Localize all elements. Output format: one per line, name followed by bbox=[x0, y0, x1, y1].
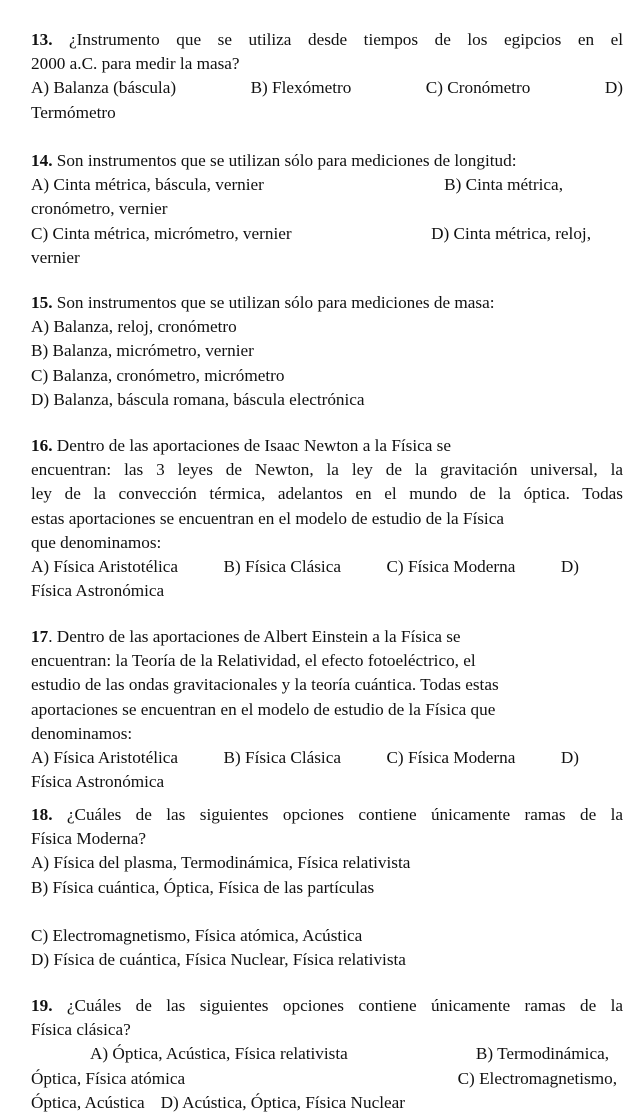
question-19-option-a: A) Óptica, Acústica, Física relativista bbox=[90, 1044, 348, 1064]
question-13 bbox=[31, 28, 623, 125]
question-19-text-line1: ¿Cuáles de las siguientes opciones contiene únicamente ramas de la bbox=[66, 996, 623, 1015]
question-17-text-line4: aportaciones se encuentran en el modelo de estudio de la Física que bbox=[31, 699, 496, 719]
question-14-number: 14. bbox=[31, 151, 53, 170]
question-16-text-line4: estas aportaciones se encuentran en el modelo de estudio de la Física bbox=[31, 508, 504, 528]
question-16-number: 16. bbox=[31, 436, 53, 455]
question-14-option-d: D) Cinta métrica, reloj, bbox=[431, 223, 591, 243]
question-13-option-d: D) bbox=[604, 78, 623, 98]
question-13-option-b: B) Flexómetro bbox=[250, 78, 352, 98]
question-14-stem bbox=[31, 149, 623, 173]
question-19-number: 19. bbox=[31, 996, 53, 1015]
question-14-options-row1 bbox=[31, 173, 623, 197]
question-16 bbox=[31, 434, 623, 603]
question-18-option-c: C) Electromagnetismo, Física atómica, Acústica bbox=[31, 925, 363, 945]
question-16-text-line5: que denominamos: bbox=[31, 532, 162, 552]
question-16-text-line1: Dentro de las aportaciones de Isaac Newton a la Física se bbox=[56, 436, 451, 455]
question-18-option-b: B) Física cuántica, Óptica, Física de las partículas bbox=[31, 877, 375, 897]
question-18 bbox=[31, 803, 623, 972]
question-19-options-row2 bbox=[31, 1067, 623, 1091]
question-17 bbox=[31, 625, 623, 794]
question-14-option-d-continued: vernier bbox=[31, 247, 80, 267]
question-15-number: 15. bbox=[31, 293, 53, 312]
question-15-option-c: C) Balanza, cronómetro, micrómetro bbox=[31, 365, 285, 385]
question-16-text-line3: ley de la convección térmica, adelantos en el mundo de la óptica. Todas bbox=[31, 484, 623, 504]
question-17-stem-line1 bbox=[31, 625, 623, 649]
question-14-option-b: B) Cinta métrica, bbox=[444, 175, 563, 195]
question-13-option-a: A) Balanza (báscula) bbox=[31, 78, 177, 98]
question-16-text-line2: encuentran: las 3 leyes de Newton, la ley de la gravitación universal, la bbox=[31, 460, 623, 480]
question-17-option-c: C) Física Moderna bbox=[386, 748, 516, 768]
question-15-option-d: D) Balanza, báscula romana, báscula electrónica bbox=[31, 389, 365, 409]
question-16-option-d: D) bbox=[560, 557, 579, 577]
question-16-option-a: A) Física Aristotélica bbox=[31, 557, 179, 577]
question-17-text-line2: encuentran: la Teoría de la Relatividad, el efecto fotoeléctrico, el bbox=[31, 651, 476, 671]
question-17-option-a: A) Física Aristotélica bbox=[31, 748, 179, 768]
question-13-option-c: C) Cronómetro bbox=[425, 78, 531, 98]
question-18-number: 18. bbox=[31, 805, 53, 824]
question-16-option-d-continued: Física Astronómica bbox=[31, 581, 165, 601]
question-19-option-c-continued: Óptica, Acústica bbox=[31, 1092, 145, 1112]
question-18-text-line2: Física Moderna? bbox=[31, 829, 147, 849]
question-13-text-line2: 2000 a.C. para medir la masa? bbox=[31, 54, 240, 74]
question-18-option-a: A) Física del plasma, Termodinámica, Física relativista bbox=[31, 853, 411, 873]
question-18-text-line1: ¿Cuáles de las siguientes opciones contiene únicamente ramas de la bbox=[66, 805, 623, 824]
question-14-options-row2 bbox=[31, 222, 623, 246]
question-17-option-b: B) Física Clásica bbox=[223, 748, 341, 768]
question-15-text: Son instrumentos que se utilizan sólo para mediciones de masa: bbox=[56, 293, 495, 312]
question-14-option-b-continued: cronómetro, vernier bbox=[31, 199, 168, 219]
question-17-text-line3: estudio de las ondas gravitacionales y la teoría cuántica. Todas estas bbox=[31, 675, 499, 695]
question-17-option-d-continued: Física Astronómica bbox=[31, 772, 165, 792]
question-17-text-line5: denominamos: bbox=[31, 723, 133, 743]
question-19-option-b: B) Termodinámica, bbox=[475, 1044, 609, 1064]
question-19-options-row3 bbox=[31, 1091, 623, 1115]
question-17-number: 17 bbox=[31, 627, 49, 646]
question-17-option-d: D) bbox=[560, 748, 579, 768]
question-19 bbox=[31, 994, 623, 1115]
question-16-option-c: C) Física Moderna bbox=[386, 557, 516, 577]
question-19-option-d: D) Acústica, Óptica, Física Nuclear bbox=[160, 1092, 405, 1112]
question-15-option-b: B) Balanza, micrómetro, vernier bbox=[31, 341, 254, 361]
question-15-option-a: A) Balanza, reloj, cronómetro bbox=[31, 317, 237, 337]
question-19-stem-line1 bbox=[31, 994, 623, 1018]
question-14-text: Son instrumentos que se utilizan sólo para mediciones de longitud: bbox=[56, 151, 517, 170]
question-17-text-line1: Dentro de las aportaciones de Albert Einstein a la Física se bbox=[56, 627, 461, 646]
question-18-option-d: D) Física de cuántica, Física Nuclear, Física relativista bbox=[31, 950, 406, 970]
question-19-options-row1 bbox=[31, 1042, 623, 1066]
question-15 bbox=[31, 291, 623, 412]
question-16-option-b: B) Física Clásica bbox=[223, 557, 341, 577]
question-17-options-row bbox=[31, 746, 579, 770]
question-16-options-row bbox=[31, 555, 579, 579]
question-14-option-c: C) Cinta métrica, micrómetro, vernier bbox=[31, 223, 292, 243]
question-17-number-dot: . bbox=[48, 627, 53, 646]
question-16-stem-line1 bbox=[31, 434, 623, 458]
question-13-option-d-continued: Termómetro bbox=[31, 102, 116, 122]
question-14 bbox=[31, 149, 623, 270]
question-19-text-line2: Física clásica? bbox=[31, 1020, 131, 1040]
question-13-options-row bbox=[31, 76, 623, 100]
question-19-option-c: C) Electromagnetismo, bbox=[457, 1068, 617, 1088]
question-13-stem-line1 bbox=[31, 28, 623, 52]
question-19-option-b-continued: Óptica, Física atómica bbox=[31, 1068, 186, 1088]
question-13-text-line1: ¿Instrumento que se utiliza desde tiempos de los egipcios en el bbox=[69, 30, 624, 49]
question-15-stem bbox=[31, 291, 623, 315]
question-18-stem-line1 bbox=[31, 803, 623, 827]
question-14-option-a: A) Cinta métrica, báscula, vernier bbox=[31, 175, 264, 195]
question-13-number: 13. bbox=[31, 30, 53, 49]
